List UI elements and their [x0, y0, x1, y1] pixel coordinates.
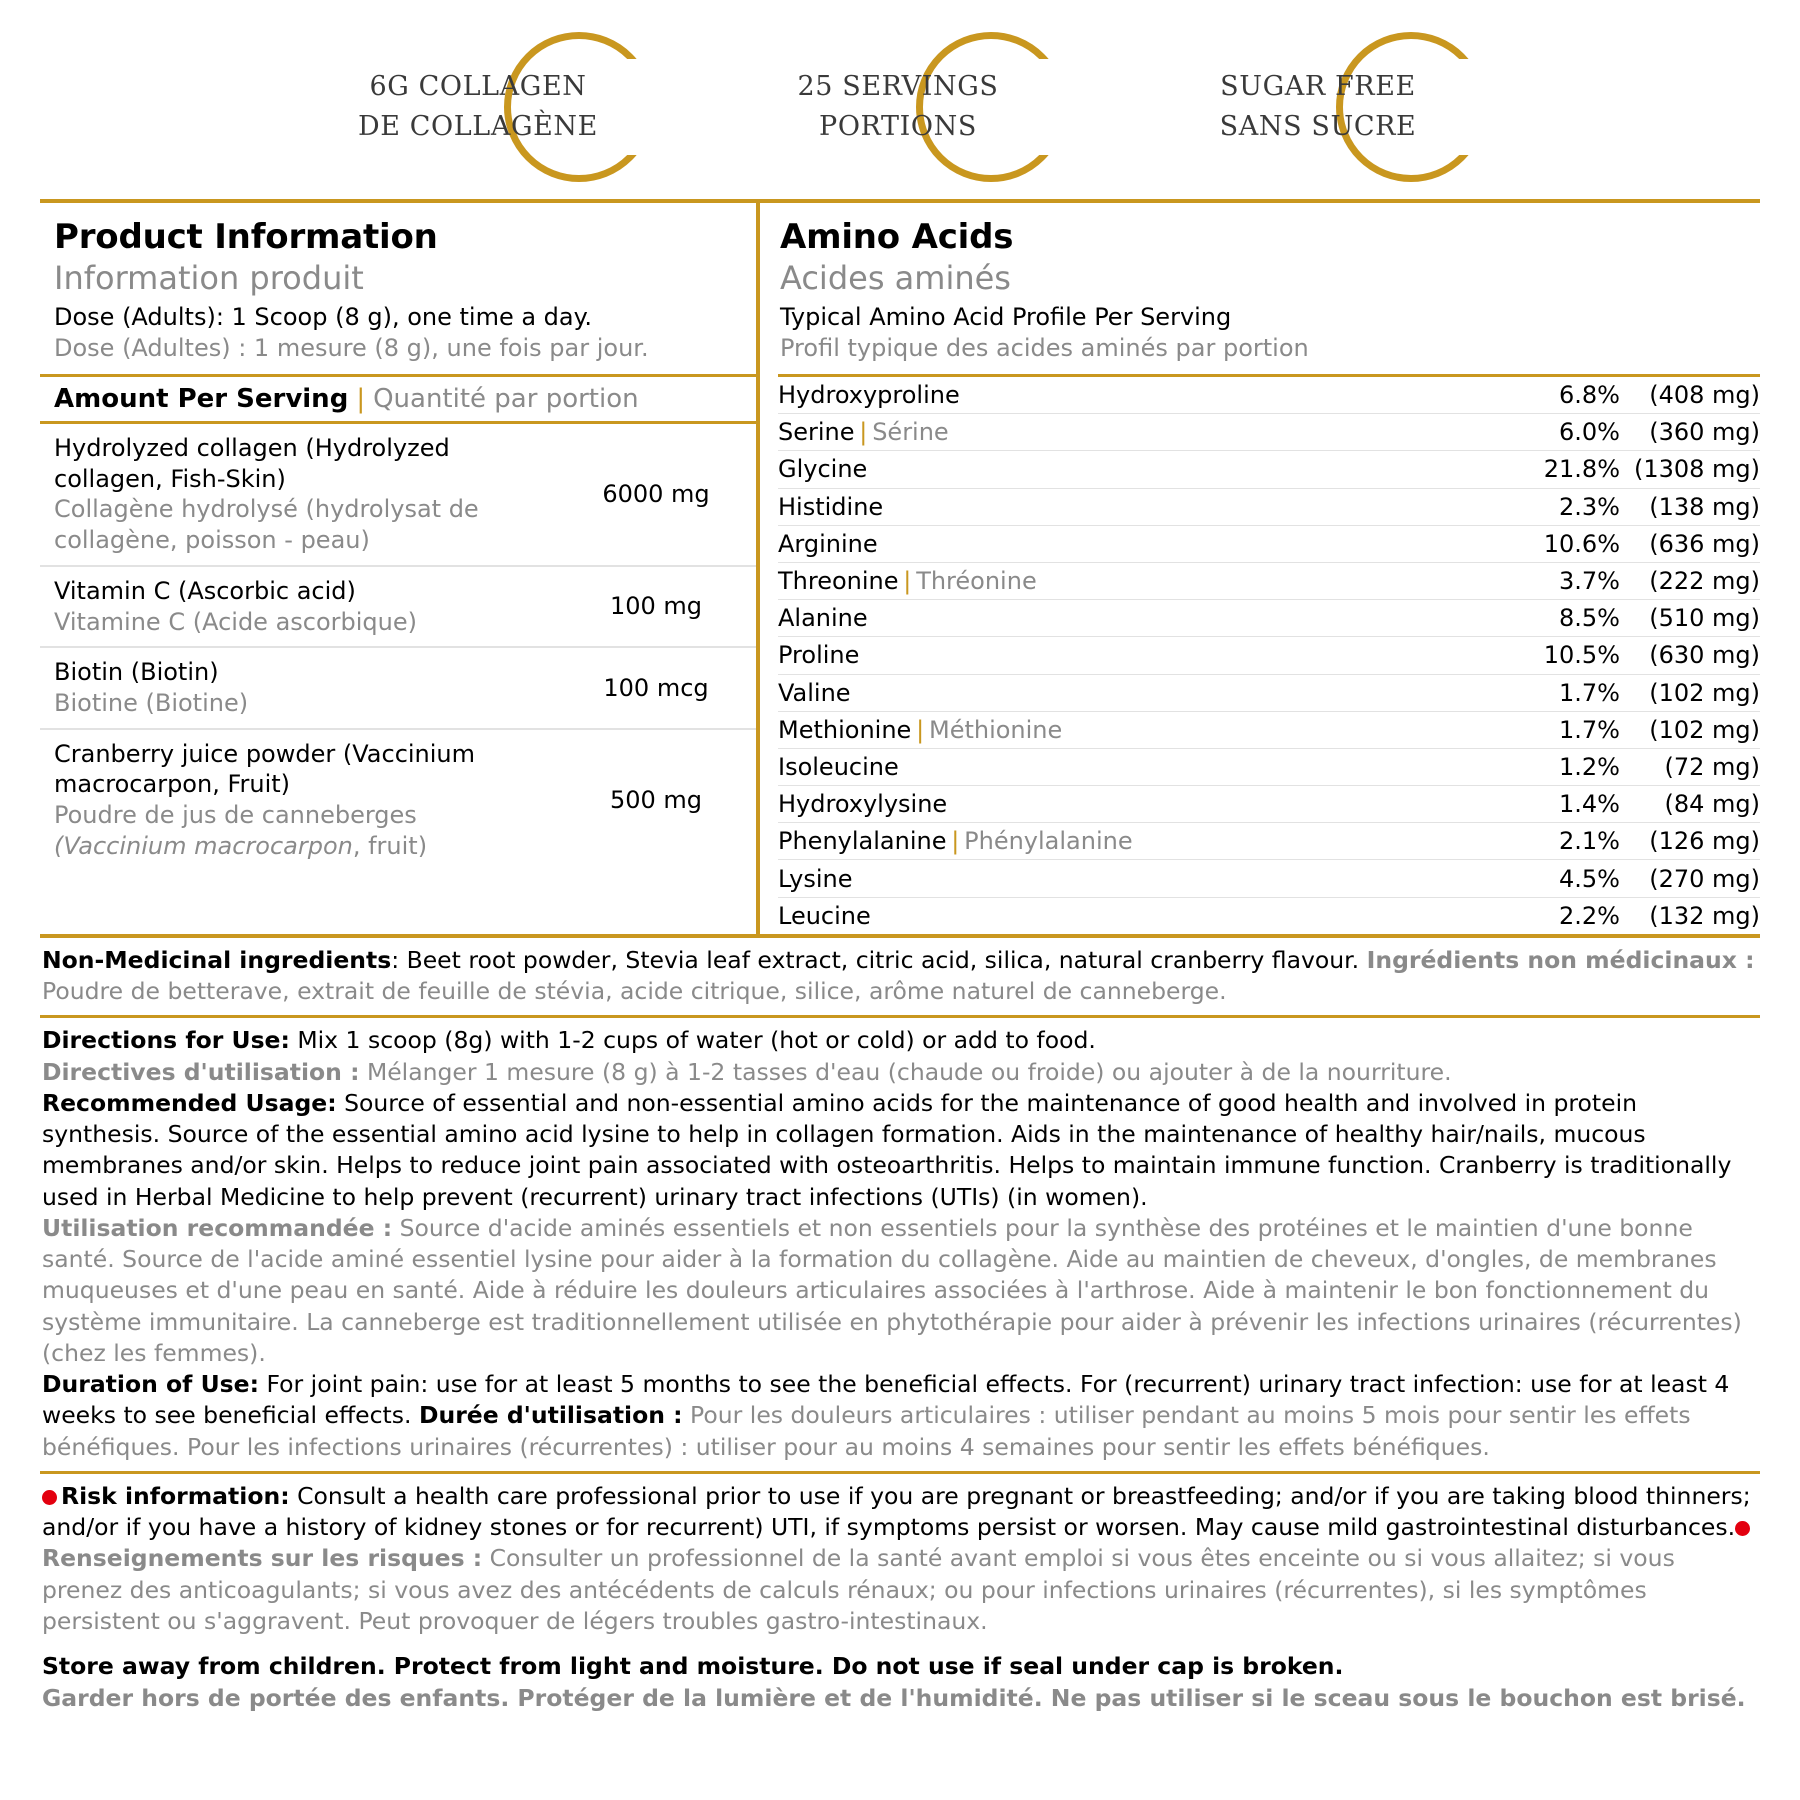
badge-sugar-free — [1170, 24, 1500, 189]
duration-text-fr: Pour les douleurs articulaires : utiliser pendant au moins 5 mois pour sentir les effets bénéfiques. Pour les infections urinaires (récurrentes) : utiliser pour au moins 4 semaines pour sentir les effets bénéfiques. — [42, 1401, 1691, 1461]
ingredient-name-fr: Collagène hydrolysé (hydrolysat de collagène, poisson - peau) — [54, 495, 479, 555]
amino-name-en: Isoleucine — [778, 752, 899, 781]
amino-mg: (138 mg) — [1620, 488, 1760, 525]
amino-name-en: Hydroxylysine — [778, 790, 948, 819]
badge-sugar-free-text — [1220, 67, 1451, 145]
amount-header-en: Amount Per Serving — [54, 384, 349, 414]
amino-percent: 2.1% — [1500, 823, 1620, 860]
table-row — [778, 860, 1760, 897]
ingredient-name-fr-line1: Poudre de jus de canneberges — [54, 801, 417, 830]
amino-name-en: Valine — [778, 678, 851, 707]
amino-percent: 6.0% — [1500, 414, 1620, 451]
amino-acids-panel — [760, 203, 1760, 934]
ingredient-name-en: Biotin (Biotin) — [54, 658, 219, 687]
badge-collagen — [330, 24, 660, 189]
storage-text-en: Store away from children. Protect from light and moisture. Do not use if seal under cap is broken. — [42, 1652, 1344, 1681]
duration-label-en: Duration of Use: — [42, 1370, 259, 1399]
risk-label-fr: Renseignements sur les risques : — [42, 1544, 483, 1573]
storage-section — [40, 1645, 1760, 1715]
recommended-text-fr: Source d'acide aminés essentiels et non essentiels pour la synthèse des protéines et le maintien d'une bonne santé. Source de l'acide aminé essentiel lysine pour aider à la formation du collagène. Aide au maintien de cheveux, d'ongles, de membranes muqueuses et d'une peau en santé. Aide à réduire les douleurs articulaires associées à l'arthrose. Aide à maintenir le bon fonctionnement du système immunitaire. La canneberge est traditionnellement utilisée en phytothérapie pour aider à prévenir les infections urinaires (récurrentes) (chez les femmes). — [42, 1213, 1742, 1367]
badge-servings — [750, 24, 1080, 189]
name-separator: | — [898, 567, 917, 596]
amino-percent: 6.8% — [1500, 377, 1620, 414]
badge-servings-line1: 25 SERVINGS — [797, 71, 999, 103]
non-medicinal-section — [40, 938, 1760, 1016]
amino-acids-subtitle-en: Typical Amino Acid Profile Per Serving — [780, 303, 1232, 331]
recommended-en-line — [42, 1088, 1760, 1213]
non-medicinal-label-fr: Ingrédients non médicinaux : — [1366, 945, 1755, 974]
amino-name-en: Leucine — [778, 901, 871, 930]
table-row — [778, 562, 1760, 599]
risk-dot-icon-fr — [1735, 1521, 1750, 1536]
ingredient-name-cell — [40, 566, 566, 647]
amino-name-en: Phenylalanine — [778, 827, 947, 856]
ingredient-name-fr-line2 — [54, 831, 566, 862]
ingredient-name-en: Cranberry juice powder (Vaccinium macrocarpon, Fruit) — [54, 739, 476, 799]
risk-dot-icon — [42, 1490, 57, 1505]
table-row — [778, 897, 1760, 934]
name-separator: | — [946, 827, 965, 856]
product-information-title-fr: Information produit — [54, 259, 364, 297]
ingredient-name-fr: Biotine (Biotine) — [54, 689, 249, 718]
table-row — [778, 674, 1760, 711]
risk-text-en: Consult a health care professional prior to use if you are pregnant or breastfeeding; and/or if you are taking blood thinners; and/or if you have a history of kidney stones or for recurrent) UTI, if symptoms persist or worsen. May cause mild gastrointestinal disturbances. — [42, 1481, 1751, 1542]
amino-mg: (510 mg) — [1620, 600, 1760, 637]
amino-mg: (270 mg) — [1620, 860, 1760, 897]
ingredient-amount: 100 mg — [566, 566, 756, 647]
recommended-label-en: Recommended Usage: — [42, 1088, 337, 1117]
amino-mg: (1308 mg) — [1620, 451, 1760, 488]
amino-name — [778, 451, 1500, 488]
ingredient-name-cell — [40, 647, 566, 728]
table-row — [778, 525, 1760, 562]
latin-name: (Vaccinium macrocarpon — [54, 831, 353, 860]
amino-name-fr: Méthionine — [928, 715, 1063, 744]
amount-header-fr: Quantité par portion — [373, 384, 639, 414]
amino-name — [778, 414, 1500, 451]
amino-name-fr: Thréonine — [916, 567, 1037, 596]
amino-name-fr: Phénylalanine — [964, 827, 1133, 856]
amino-name — [778, 637, 1500, 674]
amino-name-en: Histidine — [778, 492, 884, 521]
amino-percent: 3.7% — [1500, 562, 1620, 599]
amino-mg: (126 mg) — [1620, 823, 1760, 860]
lower-sections — [40, 934, 1760, 1715]
badge-collagen-line2: DE COLLAGÈNE — [358, 110, 598, 142]
amino-acids-subtitle-fr: Profil typique des acides aminés par portion — [780, 334, 1309, 362]
ingredient-name-cell — [40, 729, 566, 871]
duration-text-en: For joint pain: use for at least 5 months to see the beneficial effects. For (recurrent) urinary tract infection: use for at least 4 weeks to see beneficial effects. — [42, 1370, 1730, 1430]
amino-percent: 8.5% — [1500, 600, 1620, 637]
recommended-label-fr: Utilisation recommandée : — [42, 1213, 393, 1242]
ingredient-name-en: Vitamin C (Ascorbic acid) — [54, 576, 356, 605]
amino-name-en: Methionine — [778, 715, 912, 744]
storage-text-fr: Garder hors de portée des enfants. Protéger de la lumière et de l'humidité. Ne pas utiliser si le sceau sous le bouchon est brisé. — [42, 1684, 1746, 1713]
recommended-text-en: Source of essential and non-essential amino acids for the maintenance of good health and involved in protein synthesis. Source of the essential amino acid lysine to help in collagen formation. Aids in the maintenance of healthy hair/nails, mucous membranes and/or skin. Helps to reduce joint pain associated with osteoarthritis. Helps to maintain immune function. Cranberry is traditionally used in Herbal Medicine to help prevent (recurrent) urinary tract infections (UTIs) (in women). — [42, 1088, 1732, 1211]
badge-servings-text — [798, 67, 1033, 145]
amino-name-en: Arginine — [778, 529, 878, 558]
amino-name-en: Threonine — [778, 567, 899, 596]
recommended-fr-line — [42, 1213, 1760, 1369]
badge-collagen-text — [358, 67, 632, 145]
amino-name-fr: Sérine — [872, 418, 949, 447]
amino-percent: 2.2% — [1559, 901, 1620, 930]
table-row — [40, 729, 756, 871]
amino-percent: 1.7% — [1500, 711, 1620, 748]
dose-fr: Dose (Adultes) : 1 mesure (8 g), une fois par jour. — [54, 334, 649, 362]
amino-mg: (102 mg) — [1620, 711, 1760, 748]
main-columns — [40, 203, 1760, 934]
directions-fr-line — [42, 1057, 1760, 1088]
name-separator: | — [854, 418, 873, 447]
duration-label-fr: Durée d'utilisation : — [418, 1401, 683, 1430]
amino-mg: (630 mg) — [1620, 637, 1760, 674]
non-medicinal-text-en: : Beet root powder, Stevia leaf extract, citric acid, silica, natural cranberry flavour. — [391, 945, 1367, 974]
amino-percent: 1.4% — [1500, 786, 1620, 823]
amino-name — [778, 786, 1500, 823]
table-row — [778, 637, 1760, 674]
amino-name-en: Alanine — [778, 604, 868, 633]
amino-name-en: Proline — [778, 641, 860, 670]
amino-name — [778, 748, 1500, 785]
table-row — [778, 786, 1760, 823]
duration-line — [42, 1369, 1760, 1463]
amino-mg: (408 mg) — [1620, 377, 1760, 414]
amino-percent: 10.5% — [1500, 637, 1620, 674]
amino-name — [778, 377, 1500, 414]
amino-name-en: Serine — [778, 418, 855, 447]
amino-name — [778, 711, 1500, 748]
non-medicinal-text-fr: Poudre de betterave, extrait de feuille de stévia, acide citrique, silice, arôme naturel de canneberge. — [42, 977, 1227, 1006]
amount-header-separator: | — [356, 384, 366, 414]
product-information-panel — [40, 203, 760, 934]
risk-section — [40, 1474, 1760, 1645]
directions-section — [40, 1018, 1760, 1471]
amino-acids-table — [778, 377, 1760, 934]
amino-name — [778, 897, 1500, 934]
ingredient-amount: 500 mg — [609, 785, 703, 814]
directions-label-fr: Directives d'utilisation : — [42, 1057, 360, 1086]
table-row — [778, 414, 1760, 451]
amino-acids-title-en: Amino Acids — [780, 217, 1014, 257]
dose-en: Dose (Adults): 1 Scoop (8 g), one time a day. — [54, 303, 593, 331]
ingredient-name-en: Hydrolyzed collagen (Hydrolyzed collagen, Fish-Skin) — [54, 434, 450, 493]
table-row — [778, 748, 1760, 785]
amino-percent: 1.2% — [1500, 748, 1620, 785]
table-row — [778, 451, 1760, 488]
badges-row — [30, 0, 1800, 199]
latin-name-rest: , fruit) — [352, 831, 428, 860]
table-row — [778, 488, 1760, 525]
risk-label-en: Risk information: — [61, 1481, 290, 1510]
amino-name — [778, 488, 1500, 525]
amino-name — [778, 525, 1500, 562]
amount-per-serving-header — [40, 374, 756, 424]
directions-en-line — [42, 1025, 1760, 1056]
table-row — [40, 424, 756, 566]
non-medicinal-label-en: Non-Medicinal ingredients — [42, 945, 392, 974]
amino-name — [778, 860, 1500, 897]
amino-percent: 2.3% — [1500, 488, 1620, 525]
amino-percent: 21.8% — [1500, 451, 1620, 488]
ingredient-amount: 100 mcg — [566, 647, 756, 728]
table-row — [40, 566, 756, 647]
table-row — [778, 711, 1760, 748]
table-row — [778, 600, 1760, 637]
table-row — [40, 647, 756, 728]
amino-mg: (360 mg) — [1620, 414, 1760, 451]
ingredient-name-fr: Vitamine C (Acide ascorbique) — [54, 607, 417, 636]
amino-acids-title-fr: Acides aminés — [780, 259, 1011, 297]
badge-collagen-line1: 6G COLLAGEN — [369, 71, 587, 103]
amino-percent: 4.5% — [1500, 860, 1620, 897]
badge-sugar-free-line2: SANS SUCRE — [1219, 110, 1417, 142]
amino-name-en: Glycine — [778, 455, 868, 484]
amino-name — [778, 562, 1500, 599]
amino-mg: (132 mg) — [1649, 901, 1760, 930]
table-row — [778, 377, 1760, 414]
table-row — [778, 823, 1760, 860]
amino-mg: (84 mg) — [1620, 786, 1760, 823]
ingredient-amount: 6000 mg — [566, 424, 756, 566]
name-separator: | — [911, 715, 929, 744]
directions-text-fr: Mélanger 1 mesure (8 g) à 1-2 tasses d'eau (chaude ou froide) ou ajouter à de la nourriture. — [359, 1057, 1452, 1086]
badge-sugar-free-line1: SUGAR FREE — [1220, 71, 1416, 103]
amino-name-en: Hydroxyproline — [778, 381, 960, 410]
amino-name — [778, 600, 1500, 637]
ingredients-table — [40, 424, 756, 871]
badge-servings-line2: PORTIONS — [819, 110, 977, 142]
amino-percent: 10.6% — [1500, 525, 1620, 562]
amino-percent: 1.7% — [1500, 674, 1620, 711]
risk-text-fr: Consulter un professionnel de la santé avant emploi si vous êtes enceinte ou si vous allaitez; si vous prenez des anticoagulants; si vous avez des antécédents de calculs rénaux; ou pour infections urinaires (récurrentes), si les symptômes persistent ou s'aggravent. Peut provoquer de légers troubles gastro-intestinaux. — [42, 1544, 1675, 1635]
amino-mg: (222 mg) — [1620, 562, 1760, 599]
amino-name-en: Lysine — [778, 864, 853, 893]
amino-mg: (102 mg) — [1620, 674, 1760, 711]
amino-name — [778, 823, 1500, 860]
directions-label-en: Directions for Use: — [42, 1026, 290, 1055]
amino-mg: (636 mg) — [1620, 525, 1760, 562]
directions-text-en: Mix 1 scoop (8g) with 1-2 cups of water (hot or cold) or add to food. — [289, 1026, 1096, 1055]
product-information-title-en: Product Information — [54, 217, 438, 257]
amino-name — [778, 674, 1500, 711]
ingredient-name-cell — [40, 424, 566, 566]
amino-mg: (72 mg) — [1620, 748, 1760, 785]
